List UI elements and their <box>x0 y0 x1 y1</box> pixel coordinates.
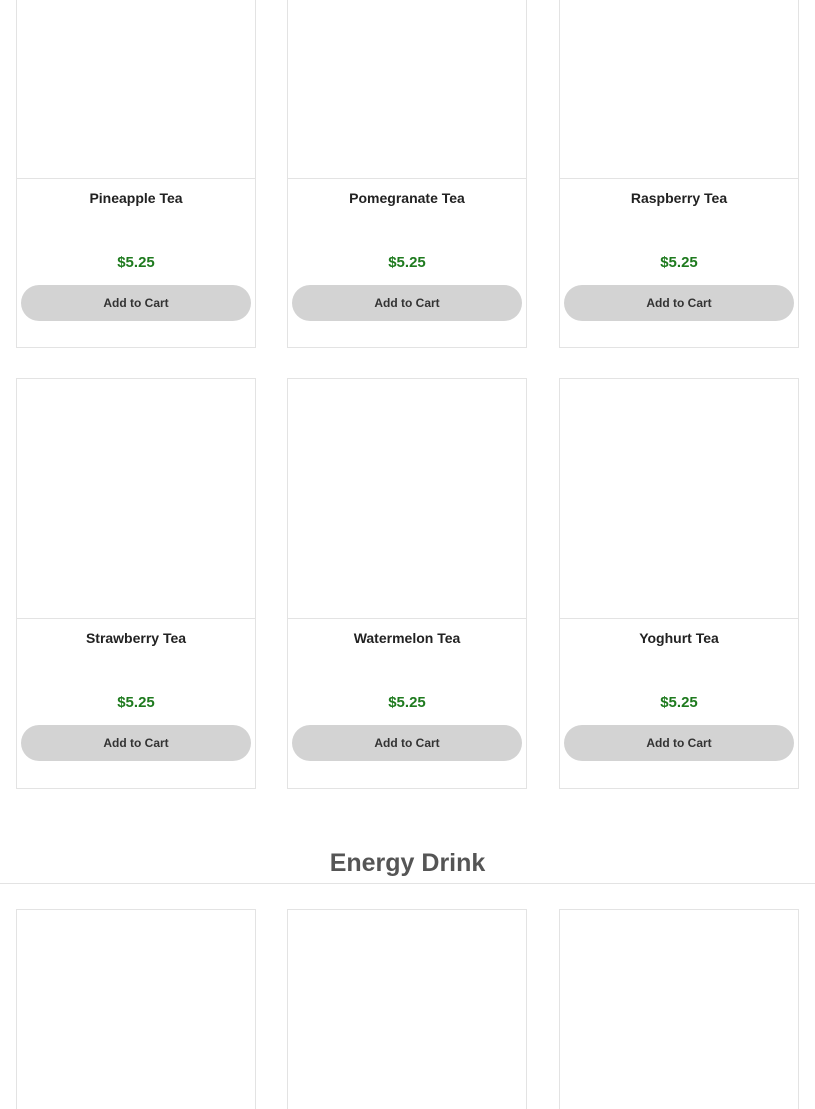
product-card[interactable] <box>559 909 799 1109</box>
product-name[interactable]: Strawberry Tea <box>85 630 187 646</box>
product-image[interactable] <box>288 910 526 1109</box>
product-price: $5.25 <box>388 694 426 711</box>
product-image[interactable] <box>560 379 798 619</box>
product-card[interactable] <box>287 0 527 348</box>
product-card[interactable] <box>559 0 799 348</box>
product-card[interactable] <box>16 909 256 1109</box>
add-to-cart-button[interactable]: Add to Cart <box>292 725 522 761</box>
add-to-cart-button[interactable]: Add to Cart <box>21 725 251 761</box>
product-name[interactable]: Pomegranate Tea <box>349 190 465 206</box>
product-image[interactable] <box>17 910 255 1109</box>
product-name[interactable]: Raspberry Tea <box>630 190 728 206</box>
product-price: $5.25 <box>388 254 426 271</box>
product-image[interactable] <box>560 0 798 179</box>
add-to-cart-button[interactable]: Add to Cart <box>21 285 251 321</box>
add-to-cart-button[interactable]: Add to Cart <box>564 285 794 321</box>
product-price: $5.25 <box>660 694 698 711</box>
product-price: $5.25 <box>117 254 155 271</box>
product-image[interactable] <box>560 910 798 1109</box>
add-to-cart-button[interactable]: Add to Cart <box>564 725 794 761</box>
add-to-cart-button[interactable]: Add to Cart <box>292 285 522 321</box>
product-card[interactable] <box>287 378 527 789</box>
product-card[interactable] <box>287 909 527 1109</box>
product-image[interactable] <box>288 379 526 619</box>
product-price: $5.25 <box>660 254 698 271</box>
product-card[interactable] <box>16 0 256 348</box>
product-card[interactable] <box>559 378 799 789</box>
product-image[interactable] <box>17 0 255 179</box>
product-card[interactable] <box>16 378 256 789</box>
product-image[interactable] <box>17 379 255 619</box>
section-divider <box>0 883 815 884</box>
product-name[interactable]: Watermelon Tea <box>353 630 461 646</box>
section-title: Energy Drink <box>329 849 486 877</box>
product-image[interactable] <box>288 0 526 179</box>
product-price: $5.25 <box>117 694 155 711</box>
product-name[interactable]: Pineapple Tea <box>89 190 183 206</box>
product-name[interactable]: Yoghurt Tea <box>639 630 719 646</box>
